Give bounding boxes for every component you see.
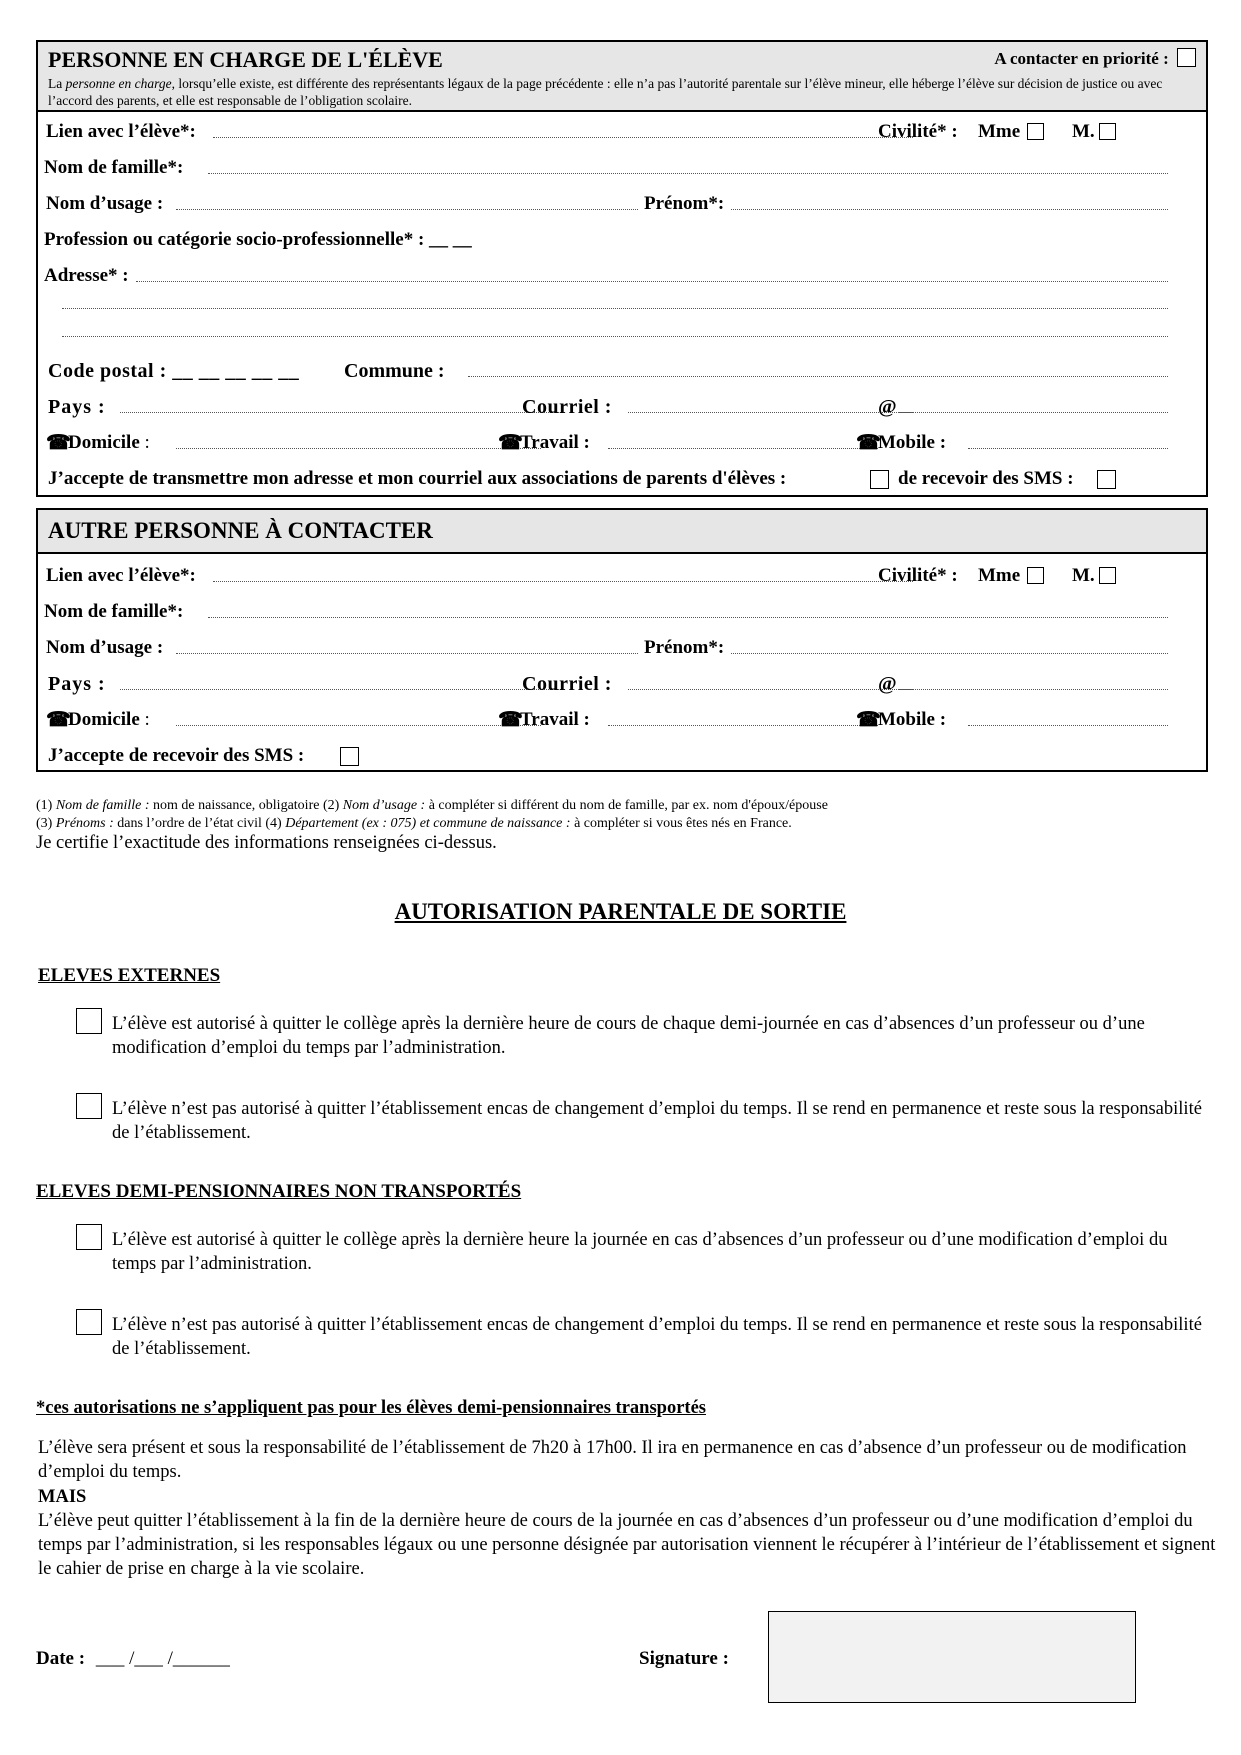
m-label: M. [1072,121,1095,142]
courriel-field[interactable] [628,671,913,690]
lien-row [38,563,1206,593]
lien-row [38,119,1206,149]
section-header [38,42,1206,112]
domicile-text: Domicile [68,432,140,453]
sms-label: J’accepte de recevoir des SMS : [48,745,305,766]
footnote-number: (2) [322,798,343,813]
courriel-field[interactable] [628,394,913,413]
prenom-field[interactable] [731,635,1168,654]
footnote-number: (3) [36,816,56,831]
lien-label: Lien avec l’élève*: [46,565,196,586]
phones-row [38,430,1206,460]
dp-not-authorized-text: L’élève n’est pas autorisé à quitter l’établissement encas de changement d’emploi du temps. Il se rend en permanence et reste sous la responsabilité de l’établissement. [112,1315,1202,1359]
travail-label: Travail : [520,432,590,453]
nom-usage-field[interactable] [176,635,638,654]
profession-row [38,227,1206,257]
nom-famille-label: Nom de famille*: [44,157,184,178]
mobile-field[interactable] [968,430,1168,449]
courriel-domain-field[interactable] [898,394,1168,413]
adresse-line-2 [38,290,1206,320]
mobile-field[interactable] [968,707,1168,726]
lien-label: Lien avec l’élève*: [46,121,196,142]
footnote-number: (1) [36,798,56,813]
code-postal-label: Code postal : __ __ __ __ __ [48,360,300,382]
sms-label: de recevoir des SMS : [898,468,1074,489]
prenom-label: Prénom*: [644,193,725,214]
phone-icon: ☎ [856,432,881,454]
phones-row [38,707,1206,737]
phone-icon: ☎ [498,709,523,731]
nom-usage-label: Nom d’usage : [46,637,164,658]
mobile-label: Mobile : [878,432,947,453]
nom-usage-label: Nom d’usage : [46,193,164,214]
certify-statement: Je certifie l’exactitude des informations renseignées ci-dessus. [36,833,497,853]
description-text: La [48,76,66,91]
sms-row [38,743,1206,773]
pays-field[interactable] [120,671,565,690]
phone-icon: ☎ [46,432,71,454]
accept-row [38,466,1206,496]
section-title: PERSONNE EN CHARGE DE L'ÉLÈVE [48,47,443,72]
transportes-title: *ces autorisations ne s’appliquent pas pour les élèves demi-pensionnaires transportés [36,1398,706,1418]
footnote-term: Nom de famille : [55,798,150,813]
code-postal-row [38,358,1206,388]
travail-label: Travail : [520,709,590,730]
civilite-label: Civilité* : [878,121,958,142]
mme-checkbox[interactable] [1027,567,1044,584]
phone-icon: ☎ [46,709,71,731]
transportes-paragraph-1: L’élève sera présent et sous la responsabilité de l’établissement de 7h20 à 17h00. Il ira en permanence en cas d’absence d’un professeur ou de modification d’emploi du temps. [38,1438,1187,1482]
priority-label: A contacter en priorité : [994,49,1169,68]
demi-pensionnaires-title: ELEVES DEMI-PENSIONNAIRES NON TRANSPORTÉS [36,1181,522,1202]
footnote-number: (4) [265,816,286,831]
nom-usage-row [38,635,1206,665]
section-autre-personne [36,508,1208,772]
adresse-row [38,263,1206,293]
lien-field[interactable] [213,119,913,138]
domicile-colon: : [139,709,150,730]
domicile-label [68,430,150,456]
accept-associations-label: J’accepte de transmettre mon adresse et mon courriel aux associations de parents d'élèves : [48,468,787,489]
sms-checkbox[interactable] [340,747,359,766]
section-description [48,75,1196,109]
pays-row [38,671,1206,701]
date-field[interactable]: ___ /___ /______ [95,1648,230,1669]
lien-field[interactable] [213,563,913,582]
pays-label: Pays : [48,396,106,418]
mobile-label: Mobile : [878,709,947,730]
nom-famille-row [38,155,1206,185]
nom-famille-row [38,599,1206,629]
accept-associations-checkbox[interactable] [870,470,889,489]
dp-not-authorized-checkbox[interactable] [76,1309,102,1335]
nom-usage-field[interactable] [176,191,638,210]
authorization-title: AUTORISATION PARENTALE DE SORTIE [394,899,847,924]
adresse-label: Adresse* : [44,265,129,286]
section-title: AUTRE PERSONNE À CONTACTER [48,518,433,543]
footnote-text: dans l’ordre de l’état civil [113,816,266,831]
dp-authorized-text: L’élève est autorisé à quitter le collège après la dernière heure la journée en cas d’absences d’un professeur ou d’une modification d’emploi du temps par l’administration. [112,1230,1168,1274]
externes-not-authorized-text: L’élève n’est pas autorisé à quitter l’établissement encas de changement d’emploi du temps. Il se rend en permanence et reste sous la responsabilité de l’établissement. [112,1099,1202,1143]
adresse-field-3[interactable] [62,318,1168,337]
domicile-colon: : [139,432,150,453]
externes-title: ELEVES EXTERNES [38,965,221,986]
signature-label: Signature : [639,1648,729,1669]
domicile-field[interactable] [176,707,541,726]
mme-label: Mme [978,121,1021,142]
phone-icon: ☎ [856,709,881,731]
mais-label: MAIS [38,1487,87,1507]
dp-authorized-checkbox[interactable] [76,1224,102,1250]
adresse-field-2[interactable] [62,290,1168,309]
description-term: personne en charge [65,76,172,91]
domicile-field[interactable] [176,430,541,449]
priority-contact [994,48,1196,69]
footnote-term: Prénoms : [55,816,114,831]
footnote-line-2 [36,815,792,833]
section-header [38,510,1206,554]
description-text: , lorsqu’elle existe, est différente des représentants légaux de la page précédente : elle n’a pas l’autorité parentale sur l’élève mineur, elle héberge l’élève sur décision de justice ou avec l’accord des parents, et elle est responsable de l’obligation scolaire. [48,76,1163,108]
m-checkbox[interactable] [1099,123,1116,140]
m-checkbox[interactable] [1099,567,1116,584]
section-personne-en-charge [36,40,1208,497]
externes-authorized-text: L’élève est autorisé à quitter le collège après la dernière heure de cours de chaque demi-journée en cas d’absences d’un professeur ou d’une modification d’emploi du temps par l’administration. [112,1014,1145,1058]
nom-usage-row [38,191,1206,221]
footnote-text: à compléter si différent du nom de famille, par ex. nom d'époux/épouse [425,798,828,813]
externes-authorized-checkbox[interactable] [76,1008,102,1034]
mme-label: Mme [978,565,1021,586]
commune-label: Commune : [344,360,445,382]
prenom-label: Prénom*: [644,637,725,658]
date-label: Date : [36,1648,86,1669]
externes-not-authorized-checkbox[interactable] [76,1093,102,1119]
domicile-label [68,707,150,733]
commune-field[interactable] [468,358,1168,377]
adresse-line-3 [38,318,1206,348]
at-sign: @ [878,396,897,418]
nom-famille-field[interactable] [208,155,1168,174]
pays-label: Pays : [48,673,106,695]
travail-field[interactable] [608,707,878,726]
prenom-field[interactable] [731,191,1168,210]
travail-field[interactable] [608,430,878,449]
signature-box[interactable] [768,1611,1136,1703]
adresse-field[interactable] [136,263,1168,282]
courriel-label: Courriel : [522,396,612,418]
footnote-term: Nom d’usage : [342,798,426,813]
footnote-term: Département (ex : 075) et commune de naissance : [285,816,571,831]
footnote-text: nom de naissance, obligatoire [149,798,323,813]
footnote-text: à compléter si vous êtes nés en France. [570,816,792,831]
nom-famille-label: Nom de famille*: [44,601,184,622]
date-row [36,1648,230,1670]
transportes-paragraph-2: L’élève peut quitter l’établissement à la fin de la dernière heure de cours de la journée en cas d’absences d’un professeur ou d’une modification d’emploi du temps par l’administration, si les responsables légaux ou une personne désignée par autorisation viennent le récupérer à l’intérieur de l’établissement et signent le cahier de prise en charge à la vie scolaire. [38,1511,1216,1579]
courriel-label: Courriel : [522,673,612,695]
phone-icon: ☎ [498,432,523,454]
pays-row [38,394,1206,424]
profession-label: Profession ou catégorie socio-professionnelle* : __ __ [44,229,472,250]
domicile-text: Domicile [68,709,140,730]
nom-famille-field[interactable] [208,599,1168,618]
courriel-domain-field[interactable] [898,671,1168,690]
mme-checkbox[interactable] [1027,123,1044,140]
pays-field[interactable] [120,394,565,413]
m-label: M. [1072,565,1095,586]
footnote-line-1 [36,797,828,815]
at-sign: @ [878,673,897,695]
sms-checkbox[interactable] [1097,470,1116,489]
priority-checkbox[interactable] [1177,48,1196,67]
civilite-label: Civilité* : [878,565,958,586]
